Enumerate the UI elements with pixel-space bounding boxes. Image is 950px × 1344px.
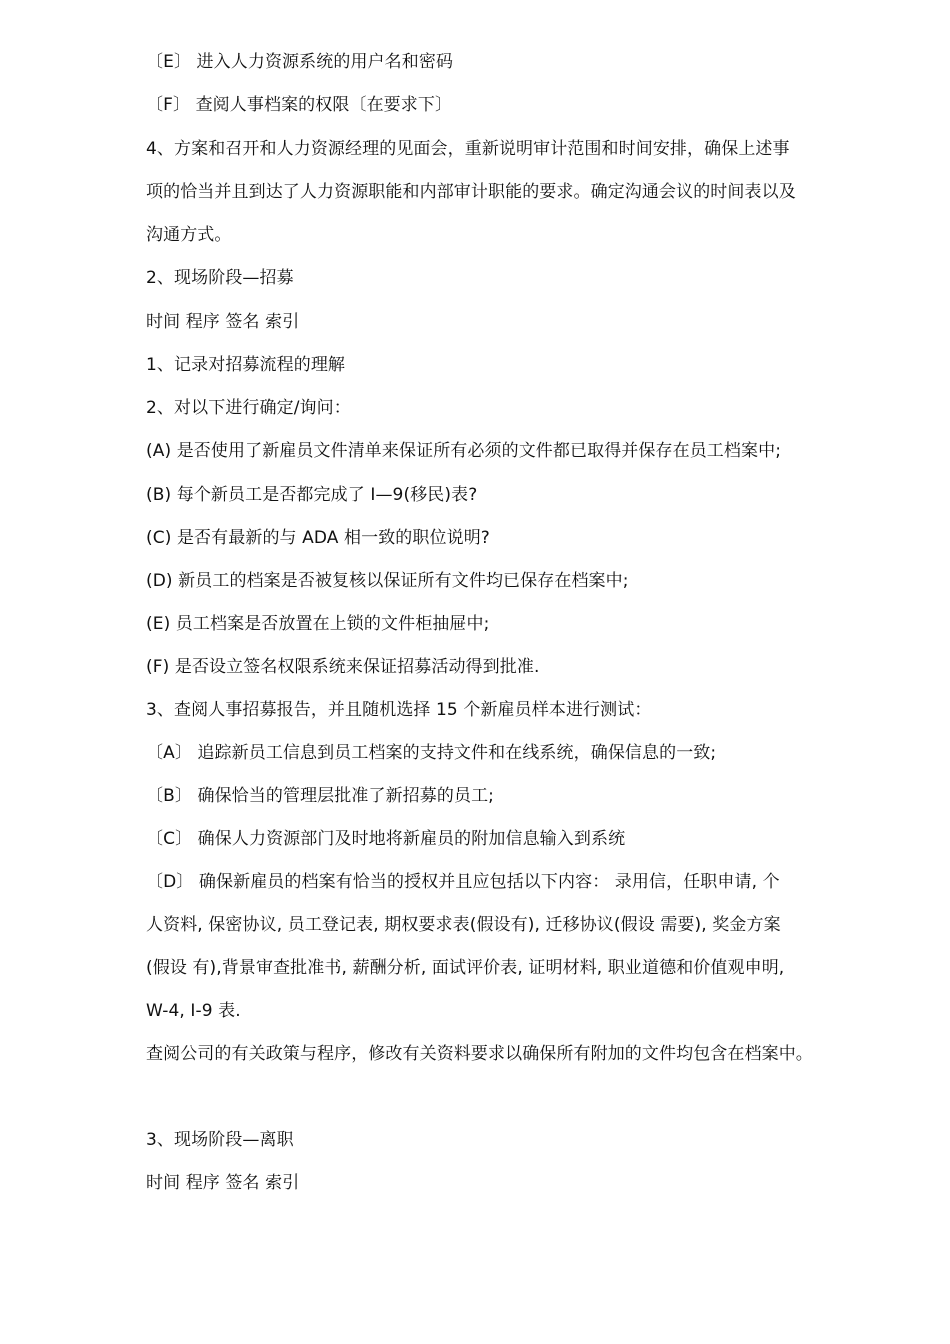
question-b: (B) 每个新员工是否都完成了 I—9(移民)表?: [146, 485, 478, 505]
recruit-step-2: 2、对以下进行确定/询问：: [146, 398, 351, 418]
test-d-line-1: 〔D〕 确保新雇员的档案有恰当的授权并且应包括以下内容： 录用信，任职申请, 个: [146, 872, 780, 892]
step-4-line-3: 沟通方式。: [146, 225, 232, 245]
item-f-line: 〔F〕 查阅人事档案的权限〔在要求下〕: [146, 95, 453, 115]
test-d-line-4: W-4, I-9 表.: [146, 1001, 241, 1021]
test-d-line-3: (假设 有),背景审查批准书, 薪酬分析, 面试评价表, 证明材料, 职业道德和价值观申明,: [146, 958, 785, 978]
step-4-line-1: 4、方案和召开和人力资源经理的见面会，重新说明审计范围和时间安排，确保上述事: [146, 139, 790, 159]
policy-review-line: 查阅公司的有关政策与程序，修改有关资料要求以确保所有附加的文件均包含在档案中。: [146, 1044, 813, 1064]
question-e: (E) 员工档案是否放置在上锁的文件柜抽屉中;: [146, 614, 490, 634]
test-d-line-2: 人资料, 保密协议, 员工登记表, 期权要求表(假设有), 迁移协议(假设 需要), 奖金方案: [146, 915, 781, 935]
test-a: 〔A〕 追踪新员工信息到员工档案的支持文件和在线系统，确保信息的一致;: [146, 743, 717, 763]
recruit-step-3: 3、查阅人事招募报告，并且随机选择 15 个新雇员样本进行测试：: [146, 700, 652, 720]
test-c: 〔C〕 确保人力资源部门及时地将新雇员的附加信息输入到系统: [146, 829, 626, 849]
item-e-line: 〔E〕 进入人力资源系统的用户名和密码: [146, 52, 454, 72]
column-header-line-2: 时间 程序 签名 索引: [146, 1173, 300, 1193]
question-d: (D) 新员工的档案是否被复核以保证所有文件均已保存在档案中;: [146, 571, 629, 591]
step-4-line-2: 项的恰当并且到达了人力资源职能和内部审计职能的要求。确定沟通会议的时间表以及: [146, 182, 796, 202]
question-f: (F) 是否设立签名权限系统来保证招募活动得到批准.: [146, 657, 540, 677]
test-b: 〔B〕 确保恰当的管理层批准了新招募的员工;: [146, 786, 494, 806]
recruit-step-1: 1、记录对招募流程的理解: [146, 355, 346, 375]
section-heading-recruit: 2、现场阶段—招募: [146, 268, 294, 288]
column-header-line: 时间 程序 签名 索引: [146, 312, 300, 332]
question-a: (A) 是否使用了新雇员文件清单来保证所有必须的文件都已取得并保存在员工档案中;: [146, 441, 782, 461]
section-heading-exit: 3、现场阶段—离职: [146, 1130, 294, 1150]
question-c: (C) 是否有最新的与 ADA 相一致的职位说明?: [146, 528, 490, 548]
